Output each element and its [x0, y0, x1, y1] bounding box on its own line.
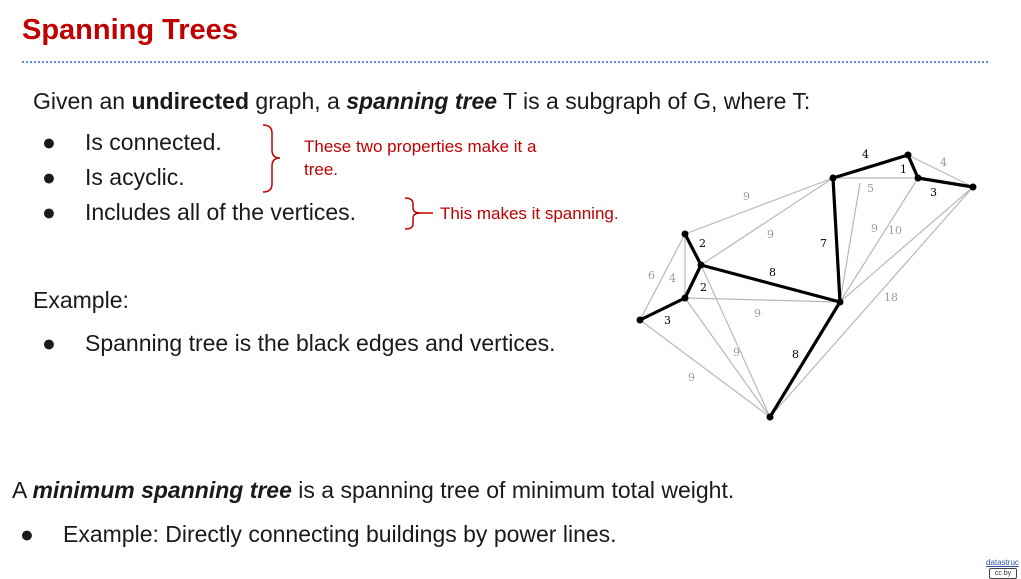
bullet-icon: ● [42, 164, 56, 190]
vertex [915, 175, 922, 182]
bullet-text: Is connected. [85, 129, 222, 155]
annotation-spanning: This makes it spanning. [440, 204, 619, 223]
edge-weight: 4 [669, 272, 676, 285]
edge-weight: 9 [733, 346, 740, 359]
example-label: Example: [33, 287, 129, 313]
edge-weight: 8 [792, 348, 799, 361]
gray-edge [640, 234, 685, 320]
edge-weight: 2 [699, 237, 706, 250]
vertex [970, 184, 977, 191]
edge-weight: 5 [867, 182, 874, 195]
vertex [905, 152, 912, 159]
vertex [830, 175, 837, 182]
mst-post: is a spanning tree of minimum total weight. [291, 477, 735, 503]
gray-edge [640, 320, 770, 417]
edge-weight: 7 [820, 237, 827, 250]
mst-definition [12, 476, 734, 504]
tree-edge [685, 265, 701, 298]
gray-edge [701, 178, 833, 265]
vertex [637, 317, 644, 324]
edge-weight: 9 [871, 222, 878, 235]
bullet-icon: ● [20, 521, 34, 547]
gray-edge [685, 298, 840, 302]
intro-term-spanning-tree: spanning tree [346, 88, 498, 114]
tree-weight-labels [664, 148, 937, 361]
bullet-icon: ● [42, 330, 56, 356]
intro-bold-undirected: undirected [131, 88, 250, 114]
mst-term: minimum spanning tree [32, 477, 292, 503]
edge-weight: 4 [862, 148, 869, 161]
edge-weight: 9 [743, 190, 750, 203]
bullet-text: Is acyclic. [85, 164, 185, 190]
bullet-text: Example: Directly connecting buildings by power lines. [63, 521, 617, 547]
edge-weight: 6 [648, 269, 655, 282]
edge-weight: 4 [940, 156, 947, 169]
vertex [698, 262, 705, 269]
edge-weight: 1 [900, 163, 907, 176]
edge-weight: 10 [888, 224, 902, 237]
vertex [767, 414, 774, 421]
edge-weight: 9 [754, 307, 761, 320]
vertex [682, 295, 689, 302]
gray-edge [840, 183, 860, 302]
edge-weight: 9 [688, 371, 695, 384]
annotation-tree: These two properties make it a tree. [304, 137, 537, 179]
edge-weight: 18 [884, 291, 898, 304]
gray-edge [840, 178, 918, 302]
bullet-icon: ● [42, 129, 56, 155]
vertex [837, 299, 844, 306]
slide-title: Spanning Trees [22, 14, 238, 46]
vertex [682, 231, 689, 238]
intro-pre: Given an [33, 88, 132, 114]
edge-weight: 8 [769, 266, 776, 279]
tree-edge [908, 155, 918, 178]
tree-edge [640, 298, 685, 320]
license-badge-icon: cc by [989, 568, 1017, 579]
edge-weight: 9 [767, 228, 774, 241]
edge-weight: 2 [700, 281, 707, 294]
gray-edge [685, 178, 833, 234]
bullet-text: Spanning tree is the black edges and vertices. [85, 330, 556, 356]
gray-edge [840, 187, 973, 302]
tree-edge [833, 155, 908, 178]
gray-edge [701, 265, 770, 417]
tree-edge [770, 302, 840, 417]
intro-mid: graph, a [249, 88, 347, 114]
intro-post: T is a subgraph of G, where T: [497, 88, 811, 114]
bullet-text: Includes all of the vertices. [85, 199, 357, 225]
edge-weight: 3 [664, 314, 671, 327]
mst-pre: A [12, 477, 33, 503]
tree-edge [833, 178, 840, 302]
edge-weight: 3 [930, 186, 937, 199]
datastructur-link[interactable]: datastruc [986, 558, 1019, 567]
bullet-icon: ● [42, 199, 56, 225]
